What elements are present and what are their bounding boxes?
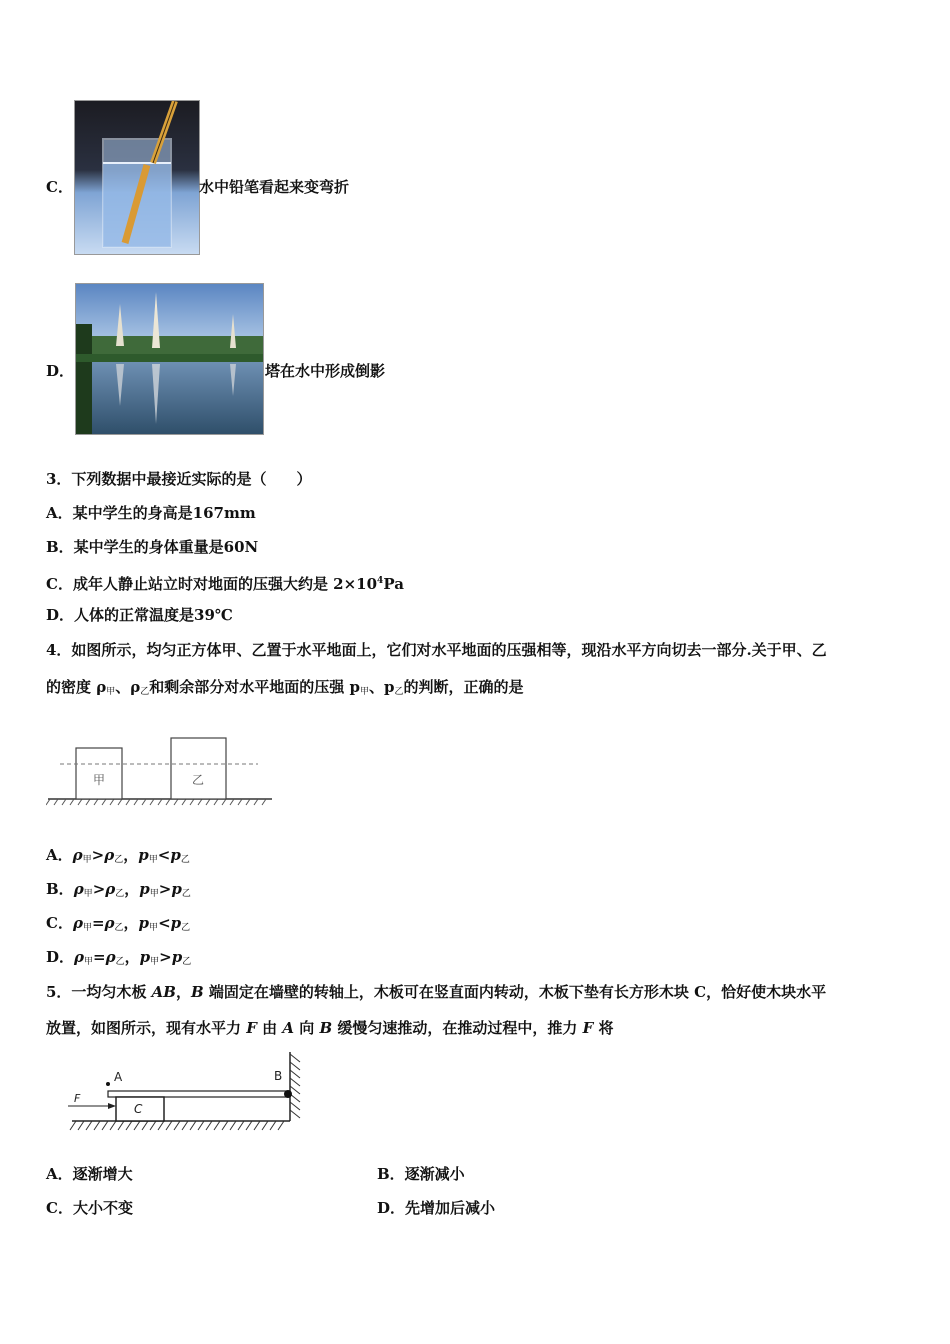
q4-sub-jia: 甲 xyxy=(106,687,116,697)
label-f: F xyxy=(74,1092,81,1105)
q3-option-d: D．人体的正常温度是39℃ xyxy=(46,606,233,624)
cube-yi xyxy=(171,738,226,799)
q4-sub-jia: 甲 xyxy=(359,687,369,697)
q5-option-d: D．先增加后减小 xyxy=(377,1199,496,1217)
sub-yi: 乙 xyxy=(181,889,191,899)
q5-text: 5．一均匀木板 xyxy=(46,983,152,1001)
q4-stem-part: 的判断，正确的是 xyxy=(403,678,524,696)
q5-option-a: A．逐渐增大 xyxy=(46,1165,133,1183)
sub-jia: 甲 xyxy=(148,855,158,865)
label-a: A xyxy=(114,1070,123,1084)
separator: ， xyxy=(124,880,140,898)
force-arrowhead xyxy=(108,1103,116,1109)
q3-option-c-prefix: C．成年人静止站立时对地面的压强大约是 2×10 xyxy=(46,575,378,593)
relation-sign: = xyxy=(91,914,105,932)
p-symbol: p xyxy=(139,948,151,966)
sub-yi: 乙 xyxy=(114,855,124,865)
q3-stem: 3．下列数据中最接近实际的是（ ） xyxy=(46,470,312,488)
q4-option-letter: D． xyxy=(46,948,75,966)
p-symbol: p xyxy=(138,914,150,932)
q4-option xyxy=(46,879,191,904)
relation-sign: > xyxy=(159,948,172,966)
q4-option-letter: B． xyxy=(46,880,74,898)
label-c: C xyxy=(134,1102,143,1116)
q5-var-b: B xyxy=(191,983,204,1001)
p-symbol: p xyxy=(171,880,182,898)
q4-option xyxy=(46,913,190,938)
q5-text: ， xyxy=(176,983,192,1001)
rho-symbol: ρ xyxy=(105,948,116,966)
q4-sub-yi: 乙 xyxy=(140,687,150,697)
relation-sign: > xyxy=(91,846,105,864)
q5-option-b: B．逐渐减小 xyxy=(377,1165,465,1183)
label-b: B xyxy=(274,1069,283,1083)
cube-yi-label: 乙 xyxy=(191,773,205,787)
board xyxy=(108,1091,288,1097)
q4-option-letter: A． xyxy=(46,846,73,864)
p-symbol: p xyxy=(171,948,183,966)
q5-option-c: C．大小不变 xyxy=(46,1199,133,1217)
rho-symbol: ρ xyxy=(72,914,83,932)
sub-yi: 乙 xyxy=(115,957,125,967)
sub-jia: 甲 xyxy=(150,957,160,967)
pencil-in-water-image xyxy=(74,100,200,255)
sub-jia: 甲 xyxy=(149,889,159,899)
sub-yi: 乙 xyxy=(180,855,190,865)
sub-yi: 乙 xyxy=(114,923,124,933)
q4-option xyxy=(46,947,191,972)
q5-var-a: A xyxy=(282,1019,294,1037)
q5-stem-line2 xyxy=(46,1018,613,1038)
q5-text: 将 xyxy=(593,1019,614,1037)
relation-sign: = xyxy=(93,948,106,966)
q4-option xyxy=(46,845,190,870)
q5-text: 向 xyxy=(293,1019,320,1037)
sub-jia: 甲 xyxy=(149,923,159,933)
q5-text: 由 xyxy=(256,1019,283,1037)
rho-symbol: ρ xyxy=(74,948,84,966)
sub-jia: 甲 xyxy=(83,889,93,899)
q5-text: 放置，如图所示，现有水平力 xyxy=(46,1019,247,1037)
pagoda-reflection-image xyxy=(75,283,264,435)
sub-yi: 乙 xyxy=(115,889,125,899)
wall-hatching xyxy=(290,1054,300,1118)
q5-var-b: B xyxy=(319,1019,333,1037)
sub-yi: 乙 xyxy=(182,957,192,967)
p-symbol: p xyxy=(170,846,181,864)
q4-stem-part: 、p xyxy=(368,678,395,696)
q3-option-c-exponent: 4 xyxy=(377,576,384,586)
q4-stem-line1: 4．如图所示，均匀正方体甲、乙置于水平地面上，它们对水平地面的压强相等，现沿水平方向切去一部分.关于甲、乙 xyxy=(46,641,827,659)
rho-symbol: ρ xyxy=(105,880,116,898)
point-a xyxy=(106,1082,110,1086)
q4-stem-part: 的密度 ρ xyxy=(46,678,107,696)
p-symbol: p xyxy=(138,846,149,864)
q4-stem-part: 、ρ xyxy=(115,678,141,696)
q3-option-c xyxy=(46,571,404,594)
q2-option-d-label: D． xyxy=(46,362,75,380)
q5-stem-line1 xyxy=(46,982,826,1002)
relation-sign: < xyxy=(158,914,171,932)
q4-stem-line2 xyxy=(46,677,523,702)
separator: ， xyxy=(123,914,139,932)
rho-symbol: ρ xyxy=(72,846,83,864)
separator: ， xyxy=(124,948,140,966)
q5-board-figure xyxy=(60,1048,320,1143)
sub-jia: 甲 xyxy=(82,923,92,933)
q2-option-c-label: C． xyxy=(46,178,73,196)
ground-hatching xyxy=(46,799,266,805)
q4-option-letter: C． xyxy=(46,914,73,932)
rho-symbol: ρ xyxy=(73,880,84,898)
relation-sign: < xyxy=(157,846,171,864)
q4-sub-yi: 乙 xyxy=(394,687,404,697)
q5-var-f: F xyxy=(246,1019,257,1037)
sub-jia: 甲 xyxy=(82,855,92,865)
q2-option-c-caption: 水中铅笔看起来变弯折 xyxy=(199,178,350,196)
cube-jia-label: 甲 xyxy=(92,773,106,787)
relation-sign: > xyxy=(158,880,172,898)
rho-symbol: ρ xyxy=(104,914,115,932)
relation-sign: > xyxy=(92,880,106,898)
q4-stem-part: 和剩余部分对水平地面的压强 p xyxy=(149,678,360,696)
floor-hatching xyxy=(70,1121,284,1130)
q2-option-d-caption: 塔在水中形成倒影 xyxy=(265,362,386,380)
sub-yi: 乙 xyxy=(181,923,191,933)
q3-option-b: B．某中学生的身体重量是60N xyxy=(46,538,259,556)
q3-option-a: A．某中学生的身高是167mm xyxy=(46,504,256,522)
q5-text: 端固定在墙壁的转轴上，木板可在竖直面内转动，木板下垫有长方形木块 C，恰好使木块水平 xyxy=(203,983,827,1001)
q5-var-ab: AB xyxy=(151,983,176,1001)
q4-cubes-figure xyxy=(46,732,276,808)
separator: ， xyxy=(123,846,139,864)
q5-text: 缓慢匀速推动，在推动过程中，推力 xyxy=(332,1019,583,1037)
p-symbol: p xyxy=(170,914,182,932)
q5-var-f: F xyxy=(582,1019,594,1037)
q3-option-c-unit: Pa xyxy=(383,575,404,593)
sub-jia: 甲 xyxy=(84,957,94,967)
p-symbol: p xyxy=(139,880,150,898)
rho-symbol: ρ xyxy=(104,846,115,864)
pivot-b xyxy=(284,1090,292,1098)
